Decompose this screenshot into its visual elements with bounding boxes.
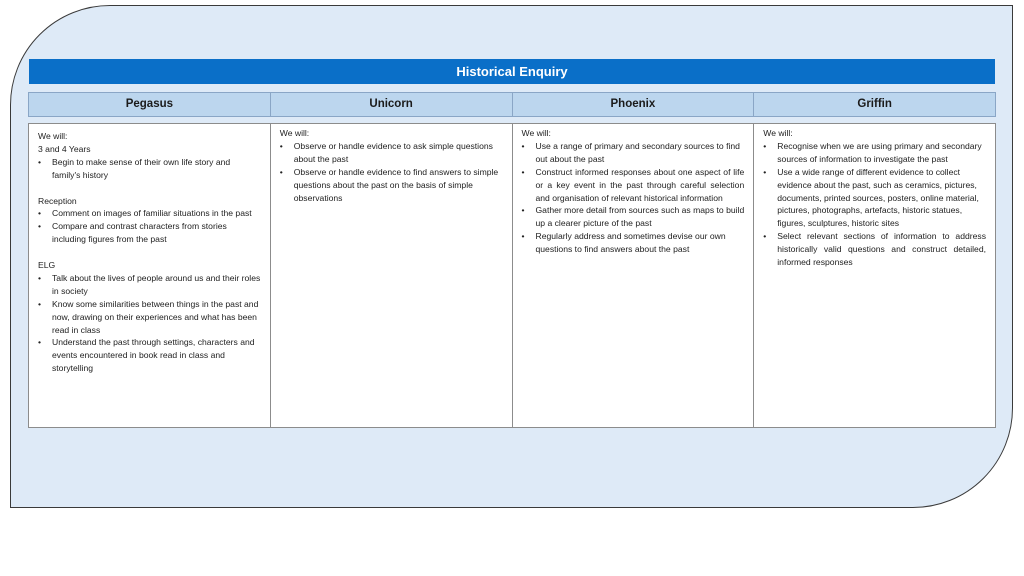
- list-item: • Observe or handle evidence to ask simple questions about the past: [280, 140, 503, 166]
- list-item: • Compare and contrast characters from stories including figures from the past: [38, 220, 261, 246]
- list-item: • Begin to make sense of their own life story and family's history: [38, 156, 261, 182]
- list-item: • Know some similarities between things in the past and now, drawing on their experiences and what has been read in class: [38, 298, 261, 337]
- cell-unicorn: [271, 124, 513, 427]
- list-item: • Use a range of primary and secondary sources to find out about the past: [522, 140, 745, 166]
- intro-text: We will:: [521, 128, 551, 138]
- phoenix-list: [522, 140, 745, 256]
- list-item: • Comment on images of familiar situations in the past: [38, 207, 261, 220]
- list-item: • Use a wide range of different evidence to collect evidence about the past, such as ceramics, pictures, documents, printed sources, posters, online material, pictures, photographs, artefacts, historic statues, figures, sculptures, historic sites: [763, 166, 986, 231]
- unicorn-list: [280, 140, 503, 205]
- cell-griffin: [754, 124, 995, 427]
- header-griffin: Griffin: [857, 98, 892, 110]
- list-item: • Observe or handle evidence to find answers to simple questions about the past on the basis of simple observations: [280, 166, 503, 205]
- list-item: • Construct informed responses about one aspect of life or a key event in the past through careful selection and organisation of relevant historical information: [522, 166, 745, 205]
- reception-list: [38, 207, 261, 246]
- list-item: • Talk about the lives of people around us and their roles in society: [38, 272, 261, 298]
- page-title: Historical Enquiry: [29, 59, 995, 84]
- list-item: • Understand the past through settings, characters and events encountered in book read in class and storytelling: [38, 336, 261, 375]
- header-pegasus: Pegasus: [29, 93, 271, 116]
- cell-phoenix: [513, 124, 755, 427]
- list-item: • Select relevant sections of information to address historically valid questions and construct detailed, informed responses: [763, 230, 986, 269]
- elg-heading: ELG: [38, 260, 56, 271]
- griffin-list: [763, 140, 986, 269]
- intro-text: We will:: [38, 131, 68, 141]
- intro-text: We will:: [279, 128, 310, 138]
- intro-text: We will:: [763, 128, 793, 138]
- header-phoenix: Phoenix: [513, 93, 755, 116]
- column-header-row: [28, 92, 996, 117]
- reception-heading: Reception: [38, 195, 77, 206]
- content-row: [28, 123, 996, 428]
- list-item: • Recognise when we are using primary and secondary sources of information to investigate the past: [763, 140, 986, 166]
- age-list: [38, 156, 261, 182]
- header-unicorn: Unicorn: [271, 93, 513, 116]
- list-item: • Regularly address and sometimes devise our own questions to find answers about the past: [522, 230, 745, 256]
- cell-pegasus: [29, 124, 271, 427]
- age-heading: 3 and 4 Years: [38, 143, 91, 154]
- elg-list: [38, 272, 261, 375]
- list-item: • Gather more detail from sources such as maps to build up a clearer picture of the past: [522, 204, 745, 230]
